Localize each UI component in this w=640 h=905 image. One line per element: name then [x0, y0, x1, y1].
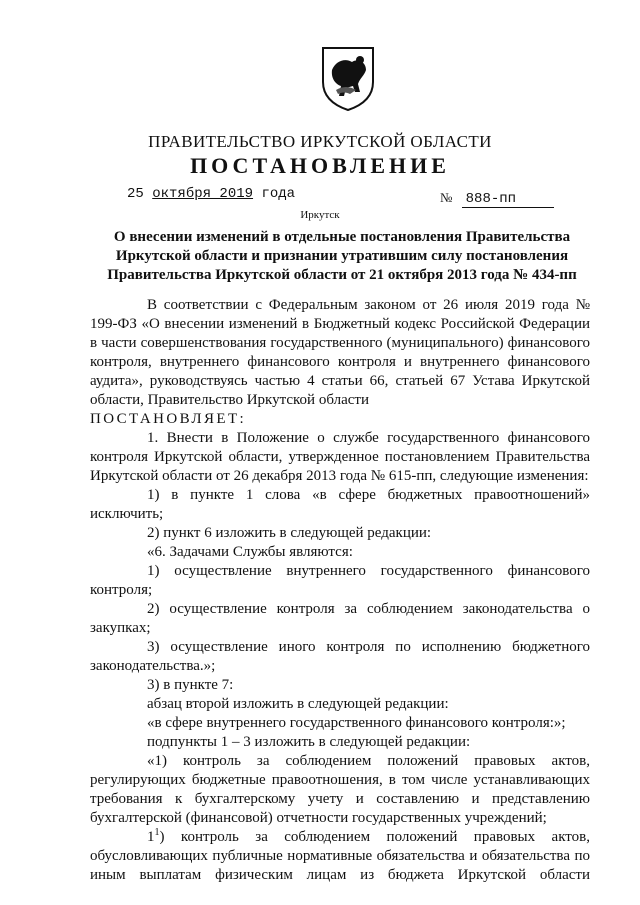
paragraph-task-1: 1) осуществление внутреннего государственного финансового контроля; [90, 563, 590, 598]
number-label: № [440, 190, 453, 205]
date-suffix: года [261, 186, 296, 202]
paragraph-quote: «в сфере внутреннего государственного финансового контроля:»; [147, 715, 566, 731]
date-day: 25 [127, 186, 144, 202]
paragraph-item-1: 1. Внести в Положение о службе государственного финансового контроля Иркутской области, утвержденное постановлением Правительства Иркутской области от 26 декабря 2013 года № 615-пп, следующие изменения: [90, 430, 590, 484]
paragraph-tasks: «6. Задачами Службы являются: [147, 544, 353, 560]
control-number: 1 [147, 829, 155, 845]
resolves-word: ПОСТАНОВЛЯЕТ: [90, 411, 247, 427]
paragraph-task-3: 3) осуществление иного контроля по исполнению бюджетного законодательства.»; [90, 639, 590, 674]
paragraph-subitem-3: 3) в пункте 7: [147, 677, 234, 693]
paragraph-task-2: 2) осуществление контроля за соблюдением законодательства о закупках; [90, 601, 590, 636]
document-type: ПОСТАНОВЛЕНИЕ [190, 153, 450, 178]
control-superscript: 1 [154, 827, 160, 838]
number-value: 888-пп [462, 191, 554, 208]
government-name: ПРАВИТЕЛЬСТВО ИРКУТСКОЙ ОБЛАСТИ [148, 132, 492, 151]
document-body [90, 296, 590, 885]
city-name: Иркутск [300, 209, 340, 221]
paragraph-control-1: «1) контроль за соблюдением положений правовых актов, регулирующих бюджетные правоотношения, в том числе устанавливающих требования к бухгалтерскому учету и составлению и представлению бухгалтерской (финансовой) отчетности государственных учреждений; [90, 753, 590, 826]
paragraph-subitem-1: 1) в пункте 1 слова «в сфере бюджетных правоотношений» исключить; [90, 487, 590, 522]
paragraph-subpoints: подпункты 1 – 3 изложить в следующей редакции: [147, 734, 471, 750]
paragraph-control-1-1 [90, 828, 590, 885]
document-number [440, 190, 554, 208]
document-title: О внесении изменений в отдельные постановления Правительства Иркутской области и признании утратившим силу постановления Правительства Иркутской области от 21 октября 2013 года № 434-пп [107, 229, 577, 283]
paragraph-preamble: В соответствии с Федеральным законом от 26 июля 2019 года № 199-ФЗ «О внесении изменений в Бюджетный кодекс Российской Федерации в части совершенствования государственного (муниципального) финансового контроля, внутреннего финансового контроля и внутреннего финансового аудита», руководствуясь частью 4 статьи 66, статьей 67 Устава Иркутской области, Правительство Иркутской области [90, 297, 590, 408]
coat-of-arms-emblem [320, 46, 376, 112]
control-text: ) контроль за соблюдением положений правовых актов, обусловливающих публичные нормативные обязательства и обязательства по иным выплатам физическим лицам из бюджета Иркутской области [90, 829, 590, 883]
paragraph-abzac: абзац второй изложить в следующей редакции: [147, 696, 449, 712]
document-date [127, 186, 295, 202]
paragraph-subitem-2: 2) пункт 6 изложить в следующей редакции: [147, 525, 432, 541]
date-month-year: октября 2019 [152, 186, 254, 202]
